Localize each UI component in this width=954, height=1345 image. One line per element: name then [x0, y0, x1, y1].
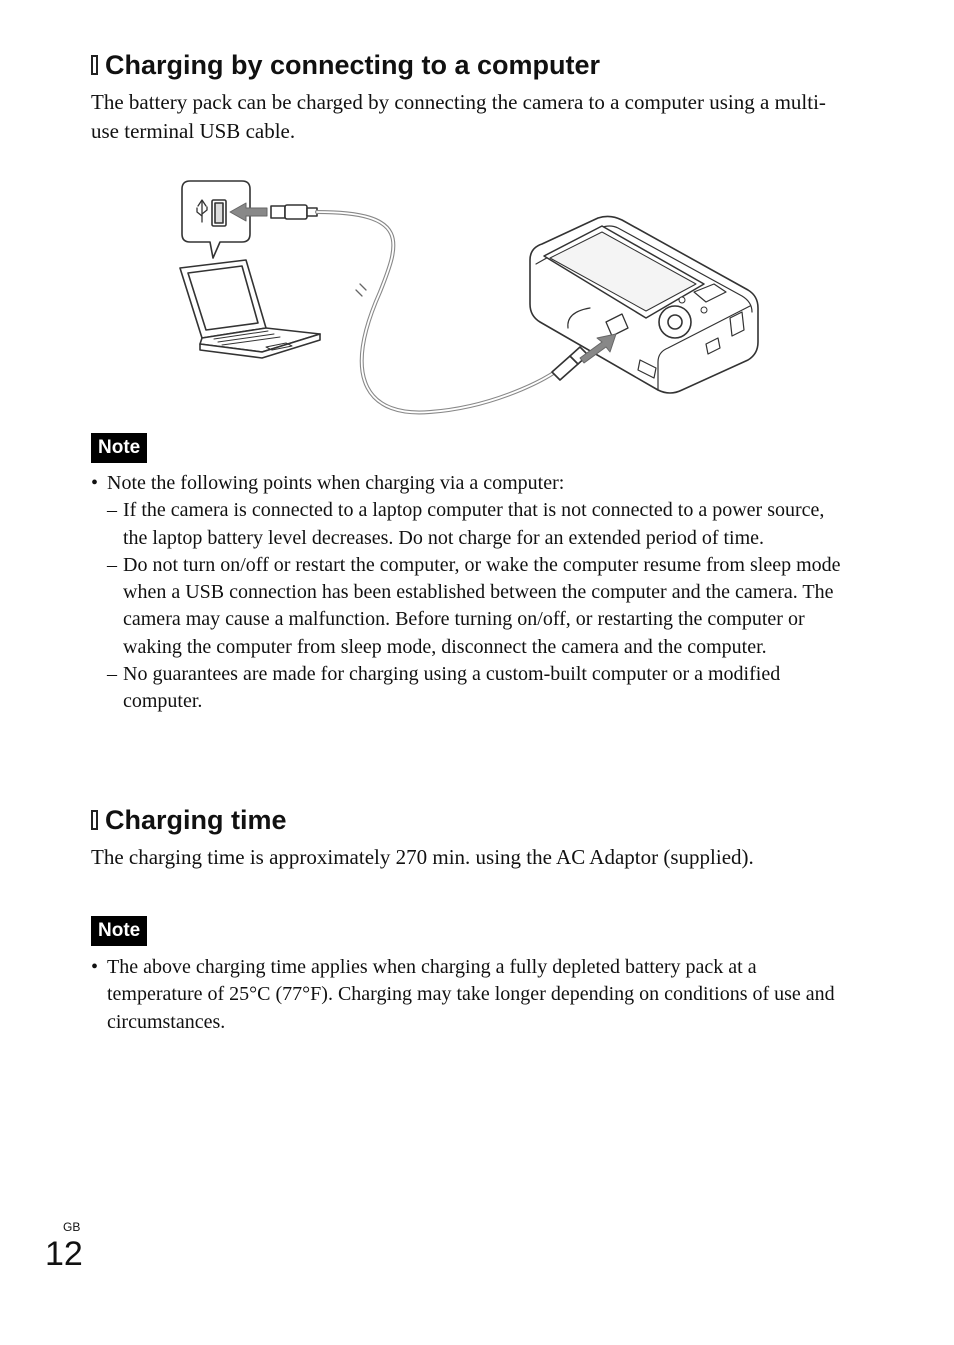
section-heading-charging-computer: [91, 50, 600, 80]
section-body-text: The battery pack can be charged by connecting the camera to a computer using a multi-use terminal USB cable.: [91, 90, 826, 143]
note-bullet: • Note the following points when charging via a computer:: [91, 470, 843, 497]
laptop-icon: [180, 260, 320, 358]
usb-plug: [271, 205, 317, 219]
heading-marker-icon: [91, 810, 98, 830]
region-code: GB: [63, 1220, 81, 1234]
note-sub-item: – Do not turn on/off or restart the computer, or wake the computer resume from sleep mode when a USB connection has been established between the computer and the camera. The camera may cause a malfunction. Before turning on/off, or restarting the computer or waking the computer from sleep mode, disconnect the camera and the computer.: [91, 552, 843, 661]
page-number: 12: [45, 1235, 83, 1273]
section-heading-text: Charging time: [105, 805, 287, 835]
note-list: [91, 470, 843, 716]
usb-port-callout: [182, 181, 250, 258]
note-badge: Note: [91, 433, 147, 463]
note-badge: Note: [91, 916, 147, 946]
usb-cable: [317, 212, 560, 412]
section-heading-text: Charging by connecting to a computer: [105, 50, 601, 80]
note-sub-item: – If the camera is connected to a laptop computer that is not connected to a power source, the laptop battery level decreases. Do not charge for an extended period of time.: [91, 497, 843, 552]
heading-marker-icon: [91, 55, 98, 75]
section-body-text: The charging time is approximately 270 min. using the AC Adaptor (supplied).: [91, 845, 754, 869]
note-sub-item: – No guarantees are made for charging using a custom-built computer or a modified computer.: [91, 661, 843, 716]
note-list: [91, 954, 843, 1036]
micro-usb-plug: [552, 347, 588, 380]
note-bullet: • The above charging time applies when charging a fully depleted battery pack at a temperature of 25°C (77°F). Charging may take longer depending on conditions of use and circumstances.: [91, 954, 843, 1036]
section-heading-charging-time: [91, 805, 287, 835]
usb-connection-illustration: [170, 172, 770, 422]
